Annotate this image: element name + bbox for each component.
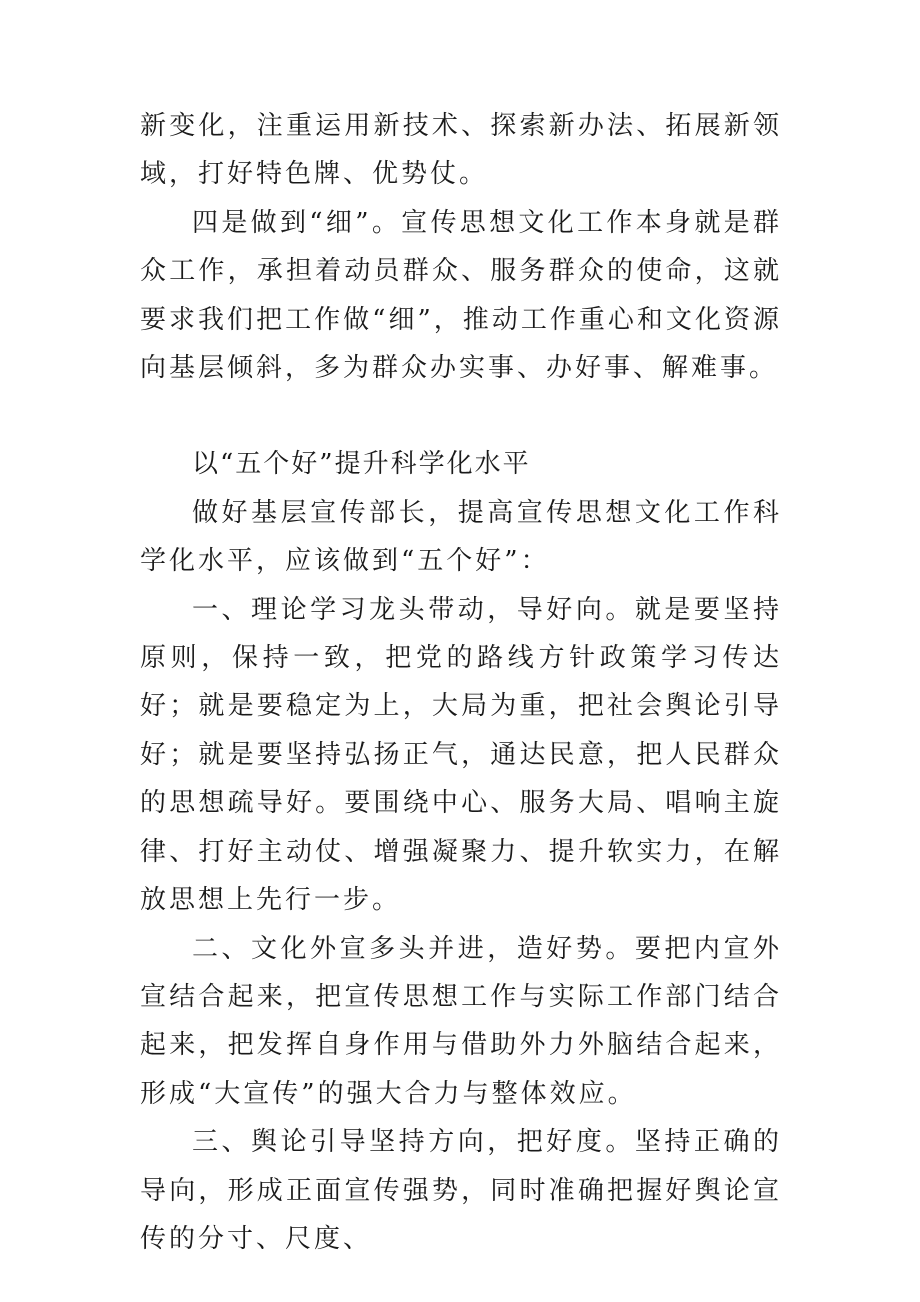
section-heading: 以“五个好”提升科学化水平 [192,449,531,480]
document-body [140,102,782,1263]
paragraph-item-three: 三、舆论引导坚持方向，把好度。坚持正确的导向，形成正面宣传强势，同时准确把握好舆论宣传的分寸、尺度、 [140,1127,782,1254]
paragraph-item-one: 一、理论学习龙头带动，导好向。就是要坚持原则，保持一致，把党的路线方针政策学习传达好；就是要稳定为上，大局为重，把社会舆论引导好；就是要坚持弘扬正气，通达民意，把人民群众的思想疏导好。要围绕中心、服务大局、唱响主旋律、打好主动仗、增强凝聚力、提升软实力，在解放思想上先行一步。 [140,594,782,916]
paragraph-continuation: 新变化，注重运用新技术、探索新办法、拓展新领域，打好特色牌、优势仗。 [140,111,782,190]
paragraph-point-four: 四是做到“细”。宣传思想文化工作本身就是群众工作，承担着动员群众、服务群众的使命，这就要求我们把工作做“细”，推动工作重心和文化资源向基层倾斜，多为群众办实事、办好事、解难事。 [140,207,782,384]
paragraph-intro: 做好基层宣传部长，提高宣传思想文化工作科学化水平，应该做到“五个好”： [140,497,782,577]
paragraph-item-two: 二、文化外宣多头并进，造好势。要把内宣外宣结合起来，把宣传思想工作与实际工作部门结合起来，把发挥自身作用与借助外力外脑结合起来，形成“大宣传”的强大合力与整体效应。 [140,933,782,1109]
